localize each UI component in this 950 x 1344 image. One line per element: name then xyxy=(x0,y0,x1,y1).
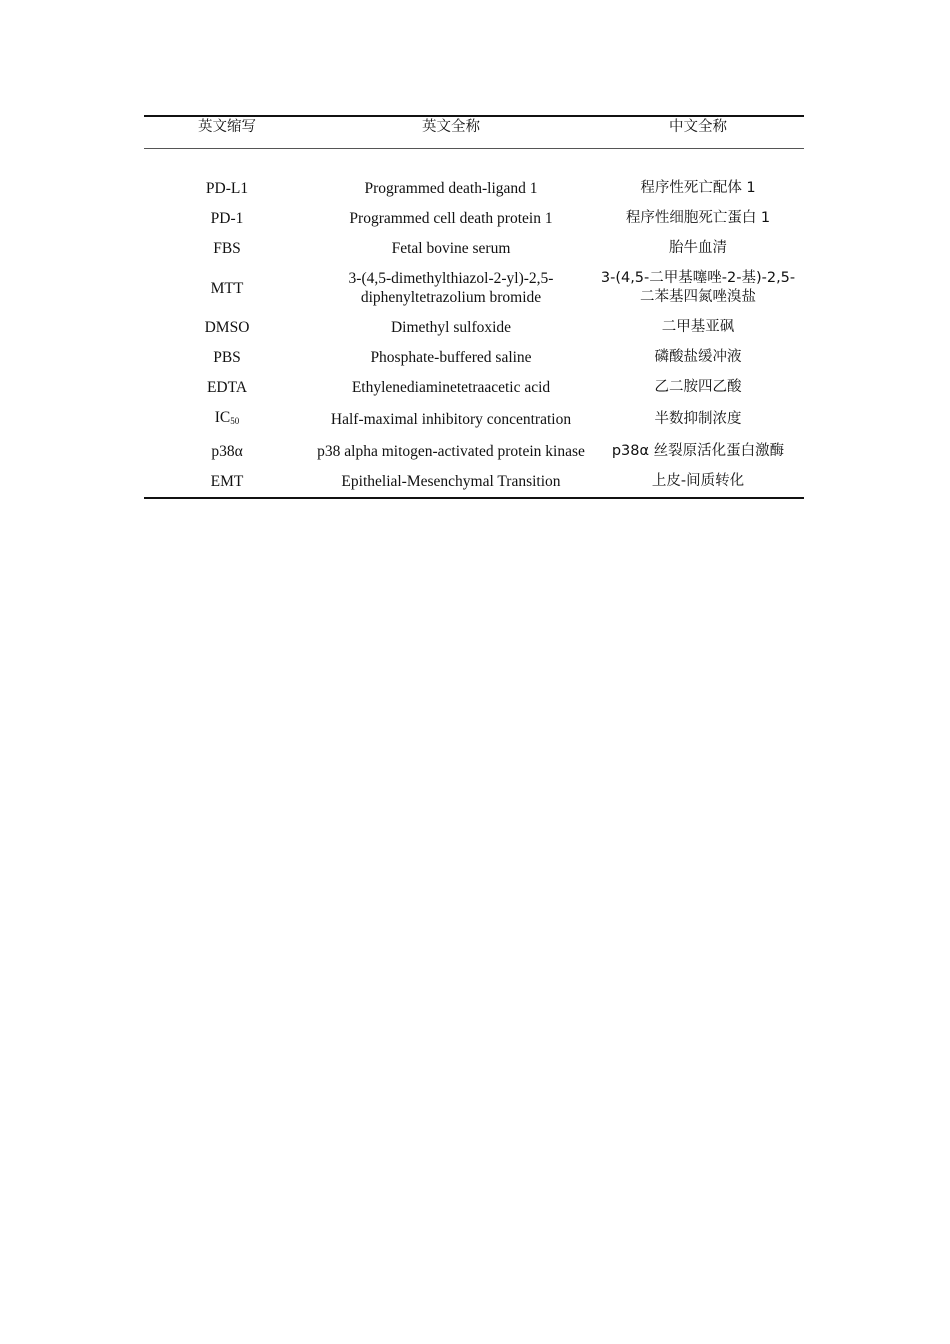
spacer-cell xyxy=(144,149,804,175)
english-name-cell: Programmed death-ligand 1 xyxy=(364,180,538,197)
english-name-cell: Programmed cell death protein 1 xyxy=(349,210,553,227)
table-row xyxy=(144,437,804,467)
abbreviation-cell xyxy=(144,403,310,437)
chinese-name-cell: 乙二胺四乙酸 xyxy=(654,379,742,395)
abbreviation-cell: PD-L1 xyxy=(205,180,249,197)
english-name-cell: Dimethyl sulfoxide xyxy=(390,319,512,336)
abbreviation-cell: MTT xyxy=(210,279,244,297)
chinese-name-cell: 磷酸盐缓冲液 xyxy=(654,349,742,365)
chinese-name-cell: 3-(4,5-二甲基噻唑-2-基)-2,5-二苯基四氮唑溴盐 xyxy=(600,270,796,305)
header-english-full-name: 英文全称 xyxy=(422,119,480,135)
table-row xyxy=(144,373,804,403)
chinese-name-cell: 半数抑制浓度 xyxy=(654,411,742,427)
table-row xyxy=(144,234,804,264)
spacer-row xyxy=(144,149,804,175)
chinese-name-cell: 二甲基亚砜 xyxy=(661,319,735,335)
english-name-cell: p38 alpha mitogen-activated protein kinase xyxy=(317,443,585,460)
header-chinese-full-name: 中文全称 xyxy=(669,119,727,135)
chinese-name-cell: 上皮-间质转化 xyxy=(651,473,745,489)
abbreviation-cell: p38α xyxy=(211,443,243,460)
table-row xyxy=(144,343,804,373)
table-row xyxy=(144,264,804,313)
chinese-name-cell: 程序性细胞死亡蛋白 1 xyxy=(625,210,771,226)
header-row xyxy=(144,116,804,149)
chinese-name-cell: 胎牛血清 xyxy=(669,240,727,256)
english-name-cell: Phosphate-buffered saline xyxy=(370,349,532,366)
english-name-cell: 3-(4,5-dimethylthiazol-2-yl)-2,5-diphenyltetrazolium bromide xyxy=(348,270,554,306)
abbreviation-cell: EDTA xyxy=(206,379,248,396)
abbreviation-cell: DMSO xyxy=(204,319,250,336)
english-name-cell: Epithelial-Mesenchymal Transition xyxy=(341,473,561,490)
chinese-name-cell: 程序性死亡配体 1 xyxy=(640,180,756,196)
english-name-cell: Ethylenediaminetetraacetic acid xyxy=(351,379,551,396)
abbreviation-cell: PBS xyxy=(213,349,241,366)
abbreviation-cell: FBS xyxy=(213,240,241,257)
abbreviation-table xyxy=(144,115,804,499)
table-body xyxy=(144,149,804,499)
abbreviation-cell: PD-1 xyxy=(210,210,244,227)
abbreviation-subscript: 50 xyxy=(230,416,240,426)
abbreviation-text: IC xyxy=(214,409,231,426)
table-row xyxy=(144,467,804,498)
table-row xyxy=(144,174,804,204)
english-name-cell: Half-maximal inhibitory concentration xyxy=(330,411,572,428)
english-name-cell: Fetal bovine serum xyxy=(391,240,511,257)
abbreviation-cell: EMT xyxy=(210,473,244,490)
table-row xyxy=(144,403,804,437)
table-row xyxy=(144,313,804,343)
table-header xyxy=(144,116,804,149)
header-abbreviation: 英文缩写 xyxy=(198,119,256,135)
table-row xyxy=(144,204,804,234)
chinese-name-cell: p38α 丝裂原活化蛋白激酶 xyxy=(611,443,785,459)
